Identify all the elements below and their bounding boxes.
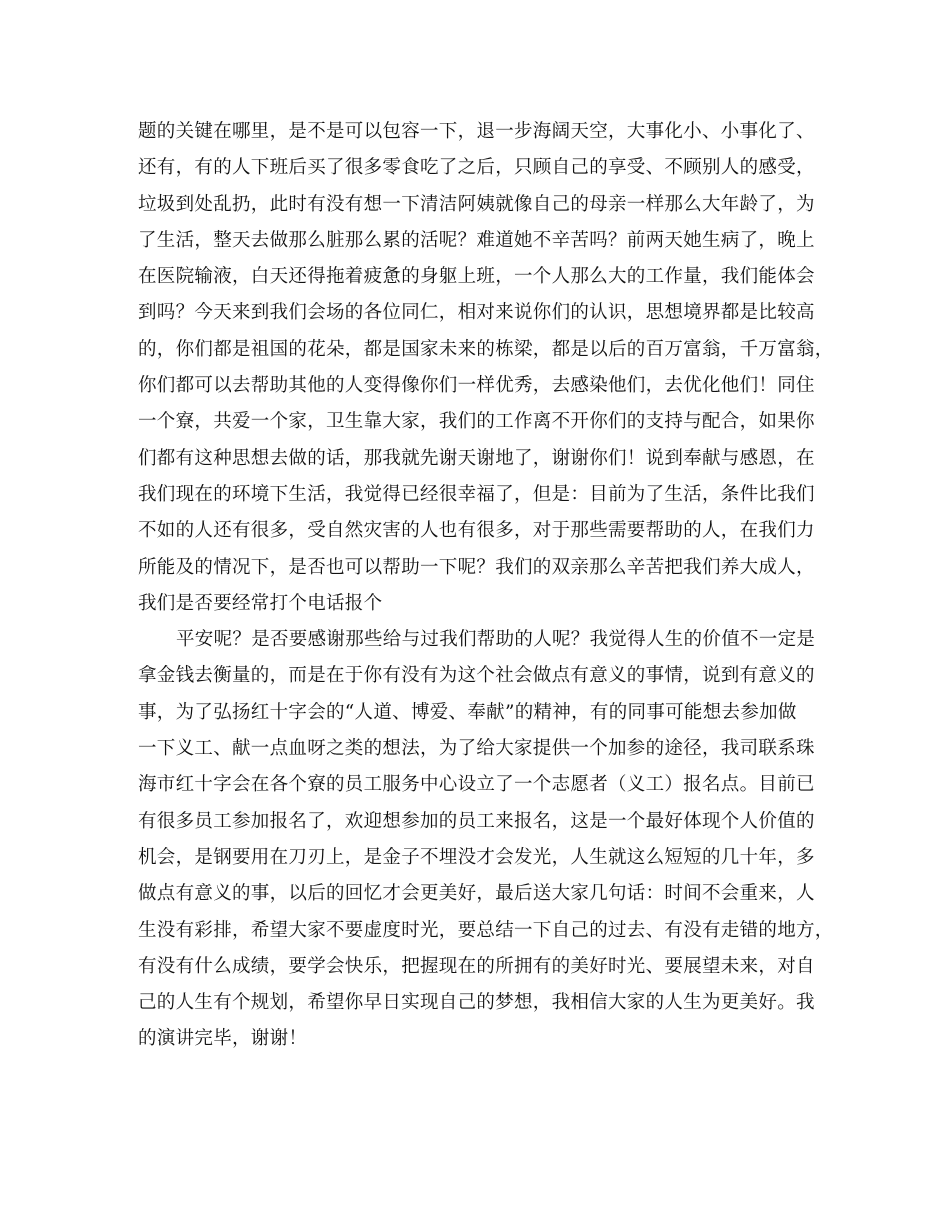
text-line: 垃圾到处乱扔，此时有没有想一下清洁阿姨就像自己的母亲一样那么大年龄了，为 [138,193,815,215]
text-line: 的，你们都是祖国的花朵，都是国家未来的栋梁，都是以后的百万富翁，千万富翁， [138,338,834,360]
text-line: 题的关键在哪里，是不是可以包容一下，退一步海阔天空，大事化小、小事化了、 [138,121,815,142]
text-line: 们都有这种思想去做的话，那我就先谢天谢地了，谢谢你们！说到奉献与感恩，在 [138,447,815,469]
text-line: 海市红十字会在各个寮的员工服务中心设立了一个志愿者（义工）报名点。目前已 [138,774,815,796]
text-line: 的演讲完毕，谢谢！ [138,1028,308,1050]
text-line: 不如的人还有很多，受自然灾害的人也有很多，对于那些需要帮助的人，在我们力 [138,520,815,542]
paragraph-first-line: 平安呢？是否要感谢那些给与过我们帮助的人呢？我觉得人生的价值不一定是 [176,629,816,651]
speech-text [138,114,834,1058]
text-line: 机会，是钢要用在刀刃上，是金子不埋没才会发光，人生就这么短短的几十年，多 [138,846,815,868]
text-line: 有没有什么成绩，要学会快乐，把握现在的所拥有的美好时光、要展望未来，对自 [138,955,815,977]
text-line: 一下义工、献一点血呀之类的想法，为了给大家提供一个加参的途径，我司联系珠 [138,738,815,760]
text-line: 一个寮，共爱一个家，卫生靠大家，我们的工作离不开你们的支持与配合，如果你 [138,411,815,433]
text-line: 所能及的情况下，是否也可以帮助一下呢？我们的双亲那么辛苦把我们养大成人， [138,556,815,578]
text-line: 我们是否要经常打个电话报个 [138,592,383,614]
text-line: 我们现在的环境下生活，我觉得已经很幸福了，但是：目前为了生活，条件比我们 [138,483,815,505]
text-line: 了生活，整天去做那么脏那么累的活呢？难道她不辛苦吗？前两天她生病了，晚上 [138,229,815,251]
text-line: 做点有意义的事，以后的回忆才会更美好，最后送大家几句话：时间不会重来，人 [138,883,815,905]
text-line: 生没有彩排，希望大家不要虚度时光，要总结一下自己的过去、有没有走错的地方， [138,919,834,941]
text-line: 事，为了弘扬红十字会的“人道、博爱、奉献”的精神，有的同事可能想去参加做 [138,701,797,723]
text-line: 有很多员工参加报名了，欢迎想参加的员工来报名，这是一个最好体现个人价值的 [138,810,815,832]
text-line: 己的人生有个规划，希望你早日实现自己的梦想，我相信大家的人生为更美好。我 [138,992,815,1014]
text-line: 还有，有的人下班后买了很多零食吃了之后，只顾自己的享受、不顾别人的感受， [138,157,815,179]
text-line: 拿金钱去衡量的，而是在于你有没有为这个社会做点有意义的事情，说到有意义的 [138,665,815,687]
text-line: 你们都可以去帮助其他的人变得像你们一样优秀，去感染他们，去优化他们！同住 [138,375,815,397]
text-line: 在医院输液，白天还得拖着疲惫的身躯上班，一个人那么大的工作量，我们能体会 [138,266,815,288]
text-line: 到吗？今天来到我们会场的各位同仁，相对来说你们的认识，思想境界都是比较高 [138,302,815,324]
